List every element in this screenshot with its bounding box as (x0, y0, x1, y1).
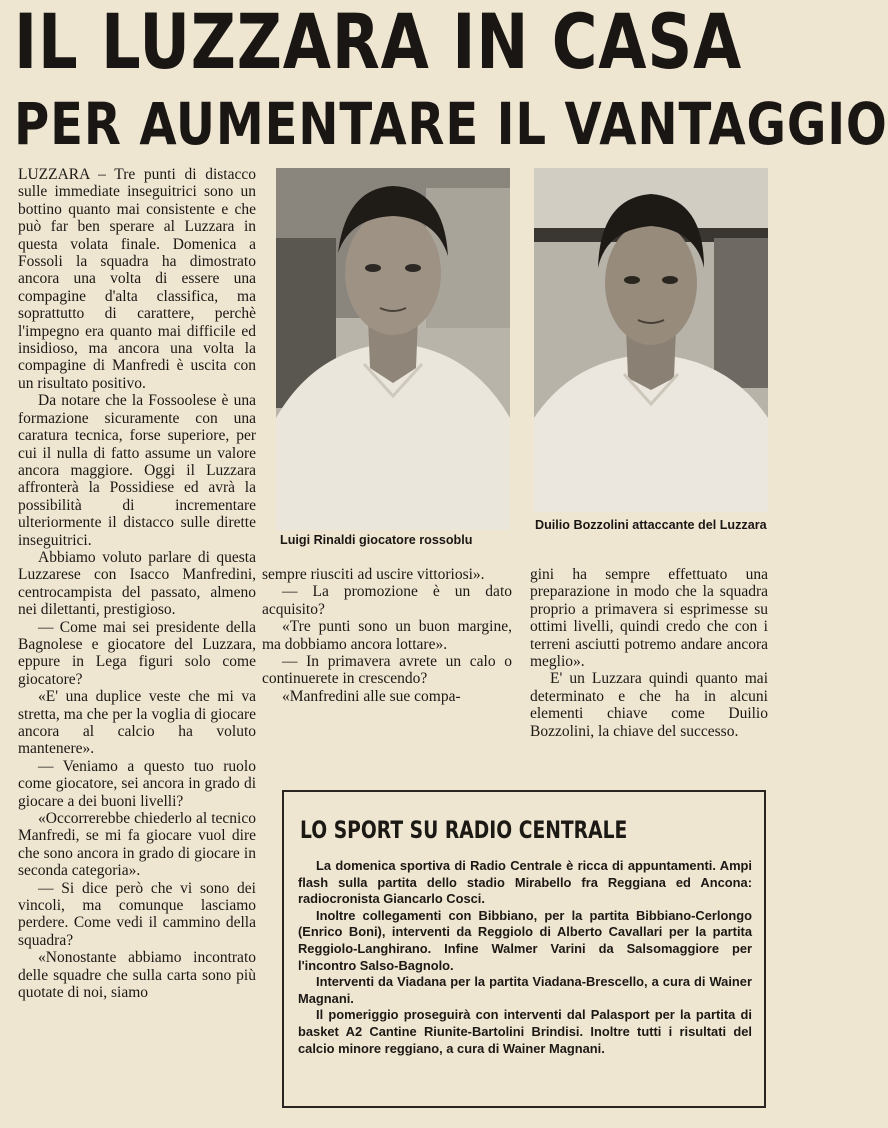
article-paragraph: — Come mai sei presidente della Bagnolese e giocatore del Luzzara, eppure in Lega figuri solo come giocatore? (18, 618, 256, 688)
box-title: LO SPORT SU RADIO CENTRALE (300, 816, 628, 844)
box-paragraph: La domenica sportiva di Radio Centrale è ricca di appuntamenti. Ampi flash sulla partita dello stadio Mirabello fra Reggiana ed Ancona: radiocronista Giancarlo Cosci. (298, 858, 752, 907)
article-paragraph: E' un Luzzara quindi quanto mai determinato e che ha in alcuni elementi chiave come Duilio Bozzolini, la chiave del successo. (530, 670, 768, 740)
article-paragraph: LUZZARA – Tre punti di distacco sulle immediate inseguitrici sono un bottino quanto mai consistente e che può far ben sperare al Luzzara in questa volata finale. Domenica a Fossoli la squadra ha dimostrato ancora una volta di essere una compagine d'alta classifica, ma soprattutto di carattere, perchè l'impegno era quanto mai difficile ed insidioso, ma ancora una volta la compagine di Manfredi è uscita con un risultato positivo. (18, 166, 256, 392)
article-paragraph: «Manfredini alle sue compa- (282, 687, 461, 705)
article-paragraph: «Occorrerebbe chiederlo al tecnico Manfredi, se mi fa giocare vuol dire che sono ancora in grado di giocare in seconda categoria». (18, 810, 256, 880)
player-portrait-left (276, 168, 510, 530)
article-paragraph: «Tre punti sono un buon margine, ma dobbiamo ancora lottare». (262, 618, 512, 653)
box-paragraph: Interventi da Viadana per la partita Viadana-Brescello, a cura di Wainer Magnani. (298, 974, 752, 1006)
article-column-2 (262, 566, 512, 705)
headline-line-1: IL LUZZARA IN CASA (14, 0, 743, 86)
article-paragraph: — Veniamo a questo tuo ruolo come giocatore, sei ancora in grado di giocare a dei buoni livelli? (18, 757, 256, 810)
article-paragraph: — Si dice però che vi sono dei vincoli, ma comunque lasciamo perdere. Come vedi il cammino della squadra? (18, 879, 256, 949)
article-paragraph: — La promozione è un dato acquisito? (262, 583, 512, 618)
box-paragraph: Inoltre collegamenti con Bibbiano, per la partita Bibbiano-Cerlongo (Enrico Boni), interventi da Reggiolo di Alberto Cavallari per la partita Reggiolo-Langhirano. Infine Walmer Varini da Salsomaggiore per l'incontro Salso-Bagnolo. (298, 907, 752, 973)
article-column-3 (530, 566, 768, 740)
player-portrait-right (534, 168, 768, 512)
article-paragraph: «Nonostante abbiamo incontrato delle squadre che sulla carta sono più quotate di noi, siamo (18, 949, 256, 1002)
article-column-1 (18, 166, 256, 1002)
article-paragraph: — In primavera avrete un calo o continuerete in crescendo? (262, 653, 512, 688)
box-body (298, 858, 752, 1057)
photo-duilio-bozzolini (534, 168, 768, 512)
article-paragraph: Abbiamo voluto parlare di questa Luzzarese con Isacco Manfredini, centrocampista del passato, almeno nei dilettanti, prestigioso. (18, 548, 256, 619)
radio-centrale-box (282, 790, 766, 1108)
article-paragraph: sempre riusciti ad uscire vittoriosi». (262, 566, 485, 583)
headline-line-2: PER AUMENTARE IL VANTAGGIO (14, 90, 888, 158)
photo-luigi-rinaldi (276, 168, 510, 530)
article-paragraph: «E' una duplice veste che mi va stretta, ma che per la voglia di giocare ancora al calcio ha voluto mantenere». (18, 688, 256, 758)
box-paragraph: Il pomeriggio proseguirà con interventi dal Palasport per la partita di basket A2 Cantine Riunite-Bartolini Brindisi. Inoltre tutti i risultati del calcio minore reggiano, a cura di Wainer Magnani. (298, 1007, 752, 1056)
article-paragraph: Da notare che la Fossoolese è una formazione sicuramente con una caratura tecnica, forse superiore, per cui il nulla di fatto assume un valore ancora maggiore. Oggi il Luzzara affronterà la Possidiese ed avrà la possibilità di incrementare ulteriormente il distacco sulle dirette inseguitrici. (18, 392, 256, 549)
photo-caption-right: Duilio Bozzolini attaccante del Luzzara (535, 518, 767, 532)
photo-caption-left: Luigi Rinaldi giocatore rossoblu (280, 533, 473, 547)
article-paragraph: gini ha sempre effettuato una preparazione in modo che la squadra proprio a primavera si esprimesse su ottimi livelli, quindi credo che con i terreni asciutti potremo andare ancora meglio». (530, 566, 768, 671)
